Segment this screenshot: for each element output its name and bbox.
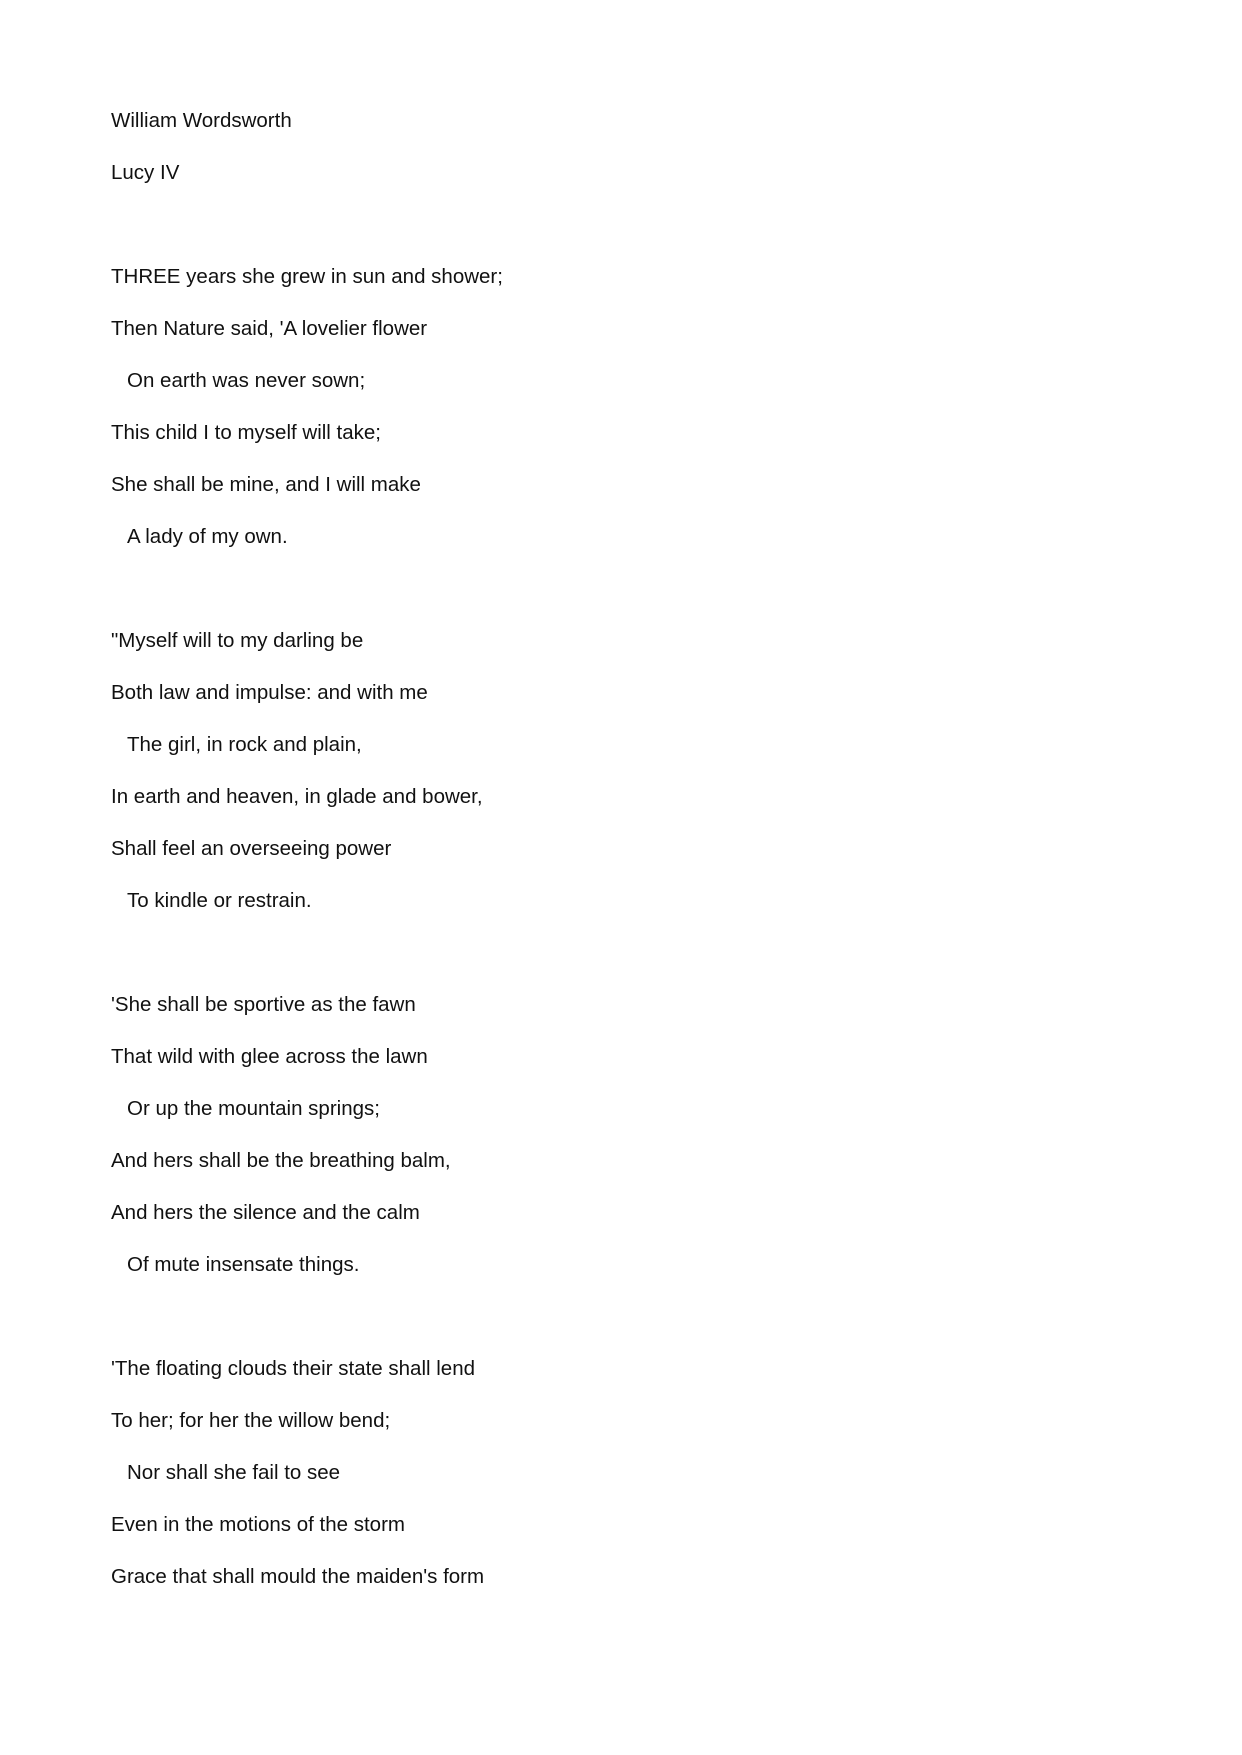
stanza-4 xyxy=(111,1356,1111,1590)
author-line: William Wordsworth xyxy=(111,109,292,132)
poem-line: "Myself will to my darling be xyxy=(111,629,364,652)
poem-line-indented: Nor shall she fail to see xyxy=(127,1461,341,1484)
poem-line: Shall feel an overseeing power xyxy=(111,837,392,860)
poem-line-indented: Or up the mountain springs; xyxy=(127,1097,380,1120)
blank-line xyxy=(111,576,1111,602)
stanza-1 xyxy=(111,264,1111,550)
poem-line: And hers shall be the breathing balm, xyxy=(111,1149,451,1172)
poem-title: Lucy IV xyxy=(111,161,180,184)
poem-line-indented: A lady of my own. xyxy=(127,525,288,548)
poem-line: To her; for her the willow bend; xyxy=(111,1409,391,1432)
poem-line: Both law and impulse: and with me xyxy=(111,681,428,704)
blank-line xyxy=(111,212,1111,238)
poem-line: That wild with glee across the lawn xyxy=(111,1045,428,1068)
poem-line: THREE years she grew in sun and shower; xyxy=(111,265,503,288)
poem-line-indented: Of mute insensate things. xyxy=(127,1253,360,1276)
poem-line: She shall be mine, and I will make xyxy=(111,473,421,496)
blank-line xyxy=(111,940,1111,966)
poem-line: This child I to myself will take; xyxy=(111,421,381,444)
poem-line-indented: The girl, in rock and plain, xyxy=(127,733,362,756)
stanza-2 xyxy=(111,628,1111,914)
stanza-3 xyxy=(111,992,1111,1278)
poem-line: Grace that shall mould the maiden's form xyxy=(111,1565,485,1588)
poem-line-indented: To kindle or restrain. xyxy=(127,889,312,912)
poem-line: Even in the motions of the storm xyxy=(111,1513,405,1536)
poem-line: Then Nature said, 'A lovelier flower xyxy=(111,317,428,340)
poem-line: 'The floating clouds their state shall lend xyxy=(111,1357,476,1380)
poem-line: And hers the silence and the calm xyxy=(111,1201,420,1224)
poem-line: In earth and heaven, in glade and bower, xyxy=(111,785,483,808)
poem-line: 'She shall be sportive as the fawn xyxy=(111,993,416,1016)
poem-line-indented: On earth was never sown; xyxy=(127,369,366,392)
blank-line xyxy=(111,1304,1111,1330)
document-content xyxy=(111,108,1111,1616)
